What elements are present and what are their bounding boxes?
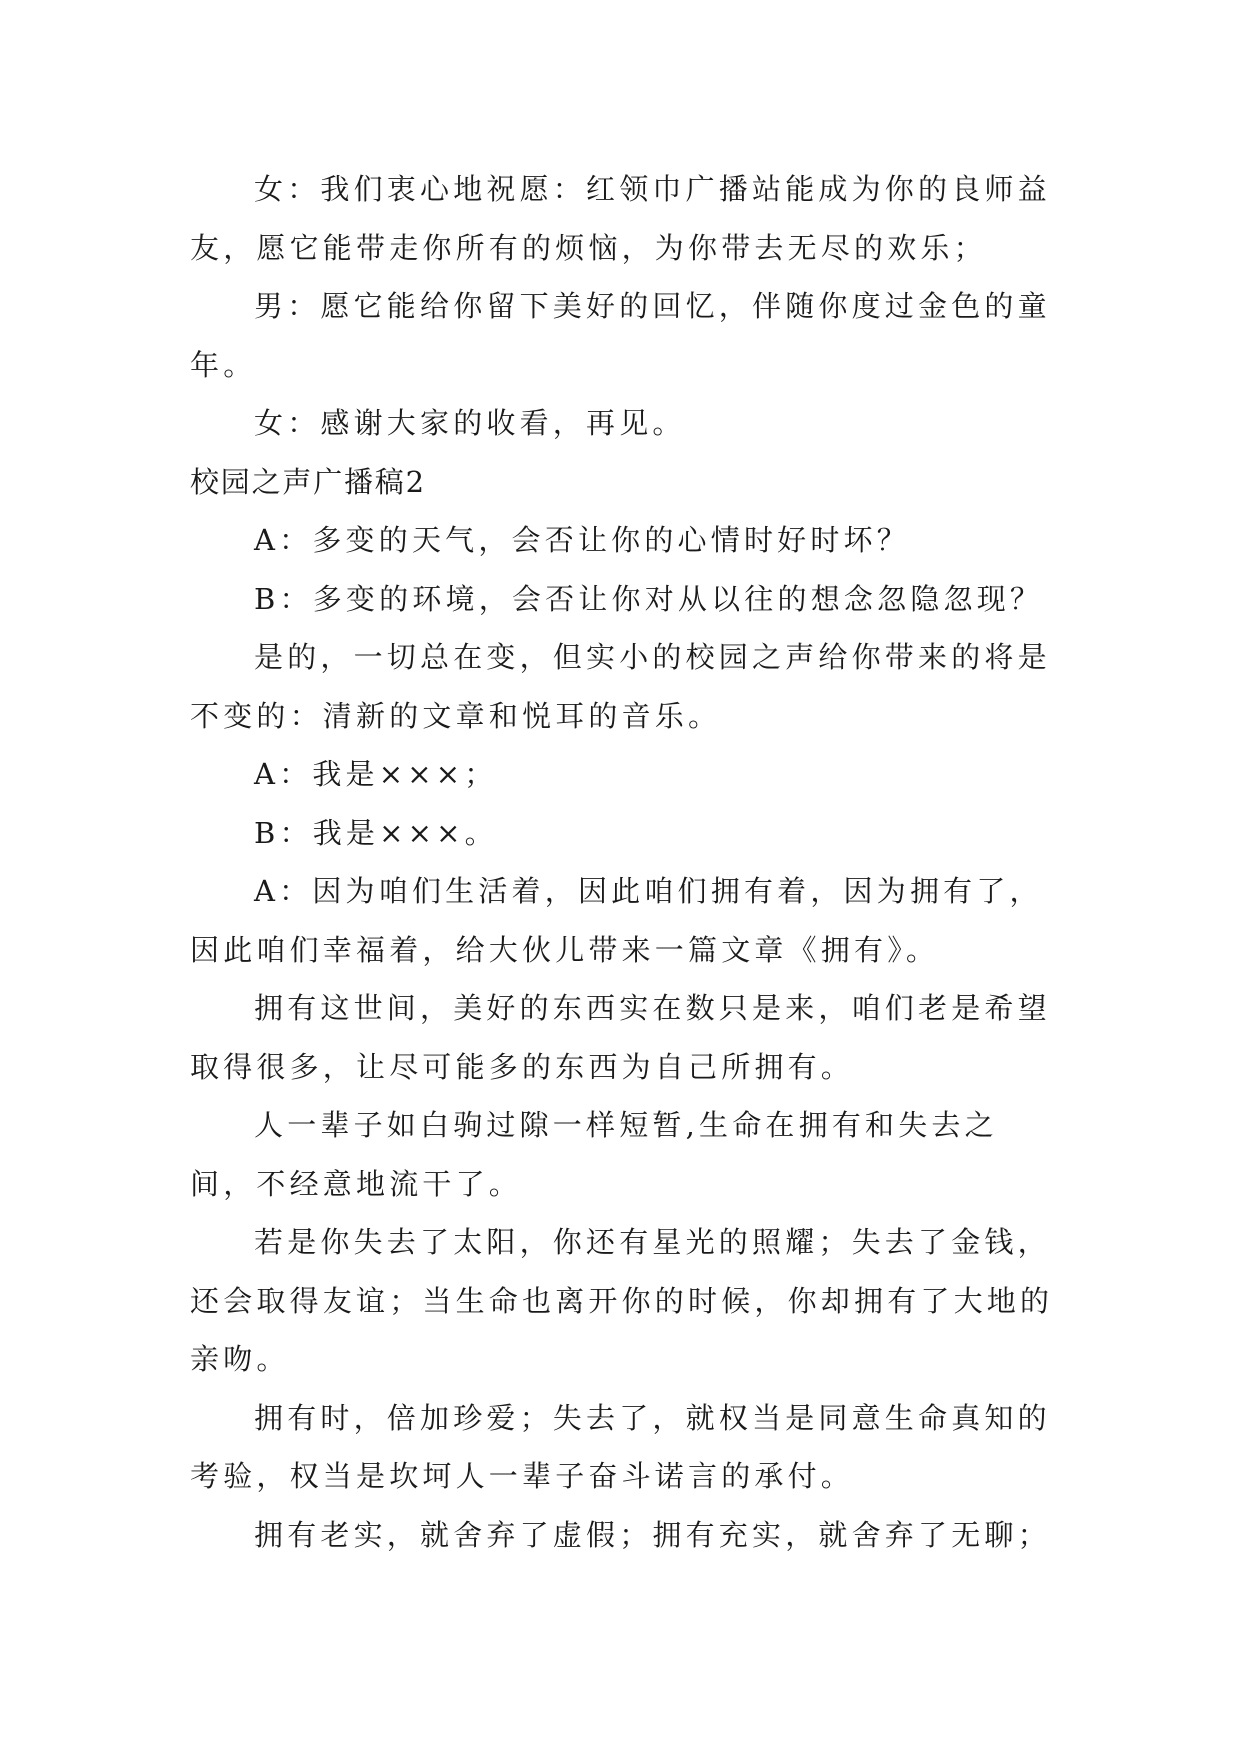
paragraph: 女：我们衷心地祝愿：红领巾广播站能成为你的良师益友，愿它能带走你所有的烦恼，为你带去无尽的欢乐； [190,172,1051,265]
paragraph: A：因为咱们生活着，因此咱们拥有着，因为拥有了，因此咱们幸福着，给大伙儿带来一篇文章《拥有》。 [190,874,1043,967]
paragraph: 是的，一切总在变，但实小的校园之声给你带来的将是不变的：清新的文章和悦耳的音乐。 [190,640,1051,733]
paragraph: B：多变的环境，会否让你对从以往的想念忽隐忽现？ [254,581,1044,616]
paragraph: 若是你失去了太阳，你还有星光的照耀；失去了金钱，还会取得友谊；当生命也离开你的时候，你却拥有了大地的亲吻。 [190,1225,1054,1376]
paragraph: 拥有老实，就舍弃了虚假；拥有充实，就舍弃了无聊； [254,1517,1051,1552]
paragraph: 拥有这世间，美好的东西实在数只是来，咱们老是希望取得很多，让尽可能多的东西为自己所拥有。 [190,991,1051,1084]
section-title: 校园之声广播稿2 [190,464,426,499]
paragraph: 男：愿它能给你留下美好的回忆，伴随你度过金色的童年。 [190,289,1051,382]
document-body [190,160,1060,1564]
paragraph: 拥有时，倍加珍爱；失去了，就权当是同意生命真知的考验，权当是坎坷人一辈子奋斗诺言的承付。 [190,1400,1051,1493]
paragraph: A：我是×××； [254,757,498,791]
paragraph: 人一辈子如白驹过隙一样短暂,生命在拥有和失去之间，不经意地流干了。 [190,1108,998,1201]
paragraph: B：我是×××。 [254,815,498,850]
paragraph: A：多变的天气，会否让你的心情时好时坏？ [254,523,910,557]
paragraph: 女：感谢大家的收看，再见。 [254,406,686,440]
